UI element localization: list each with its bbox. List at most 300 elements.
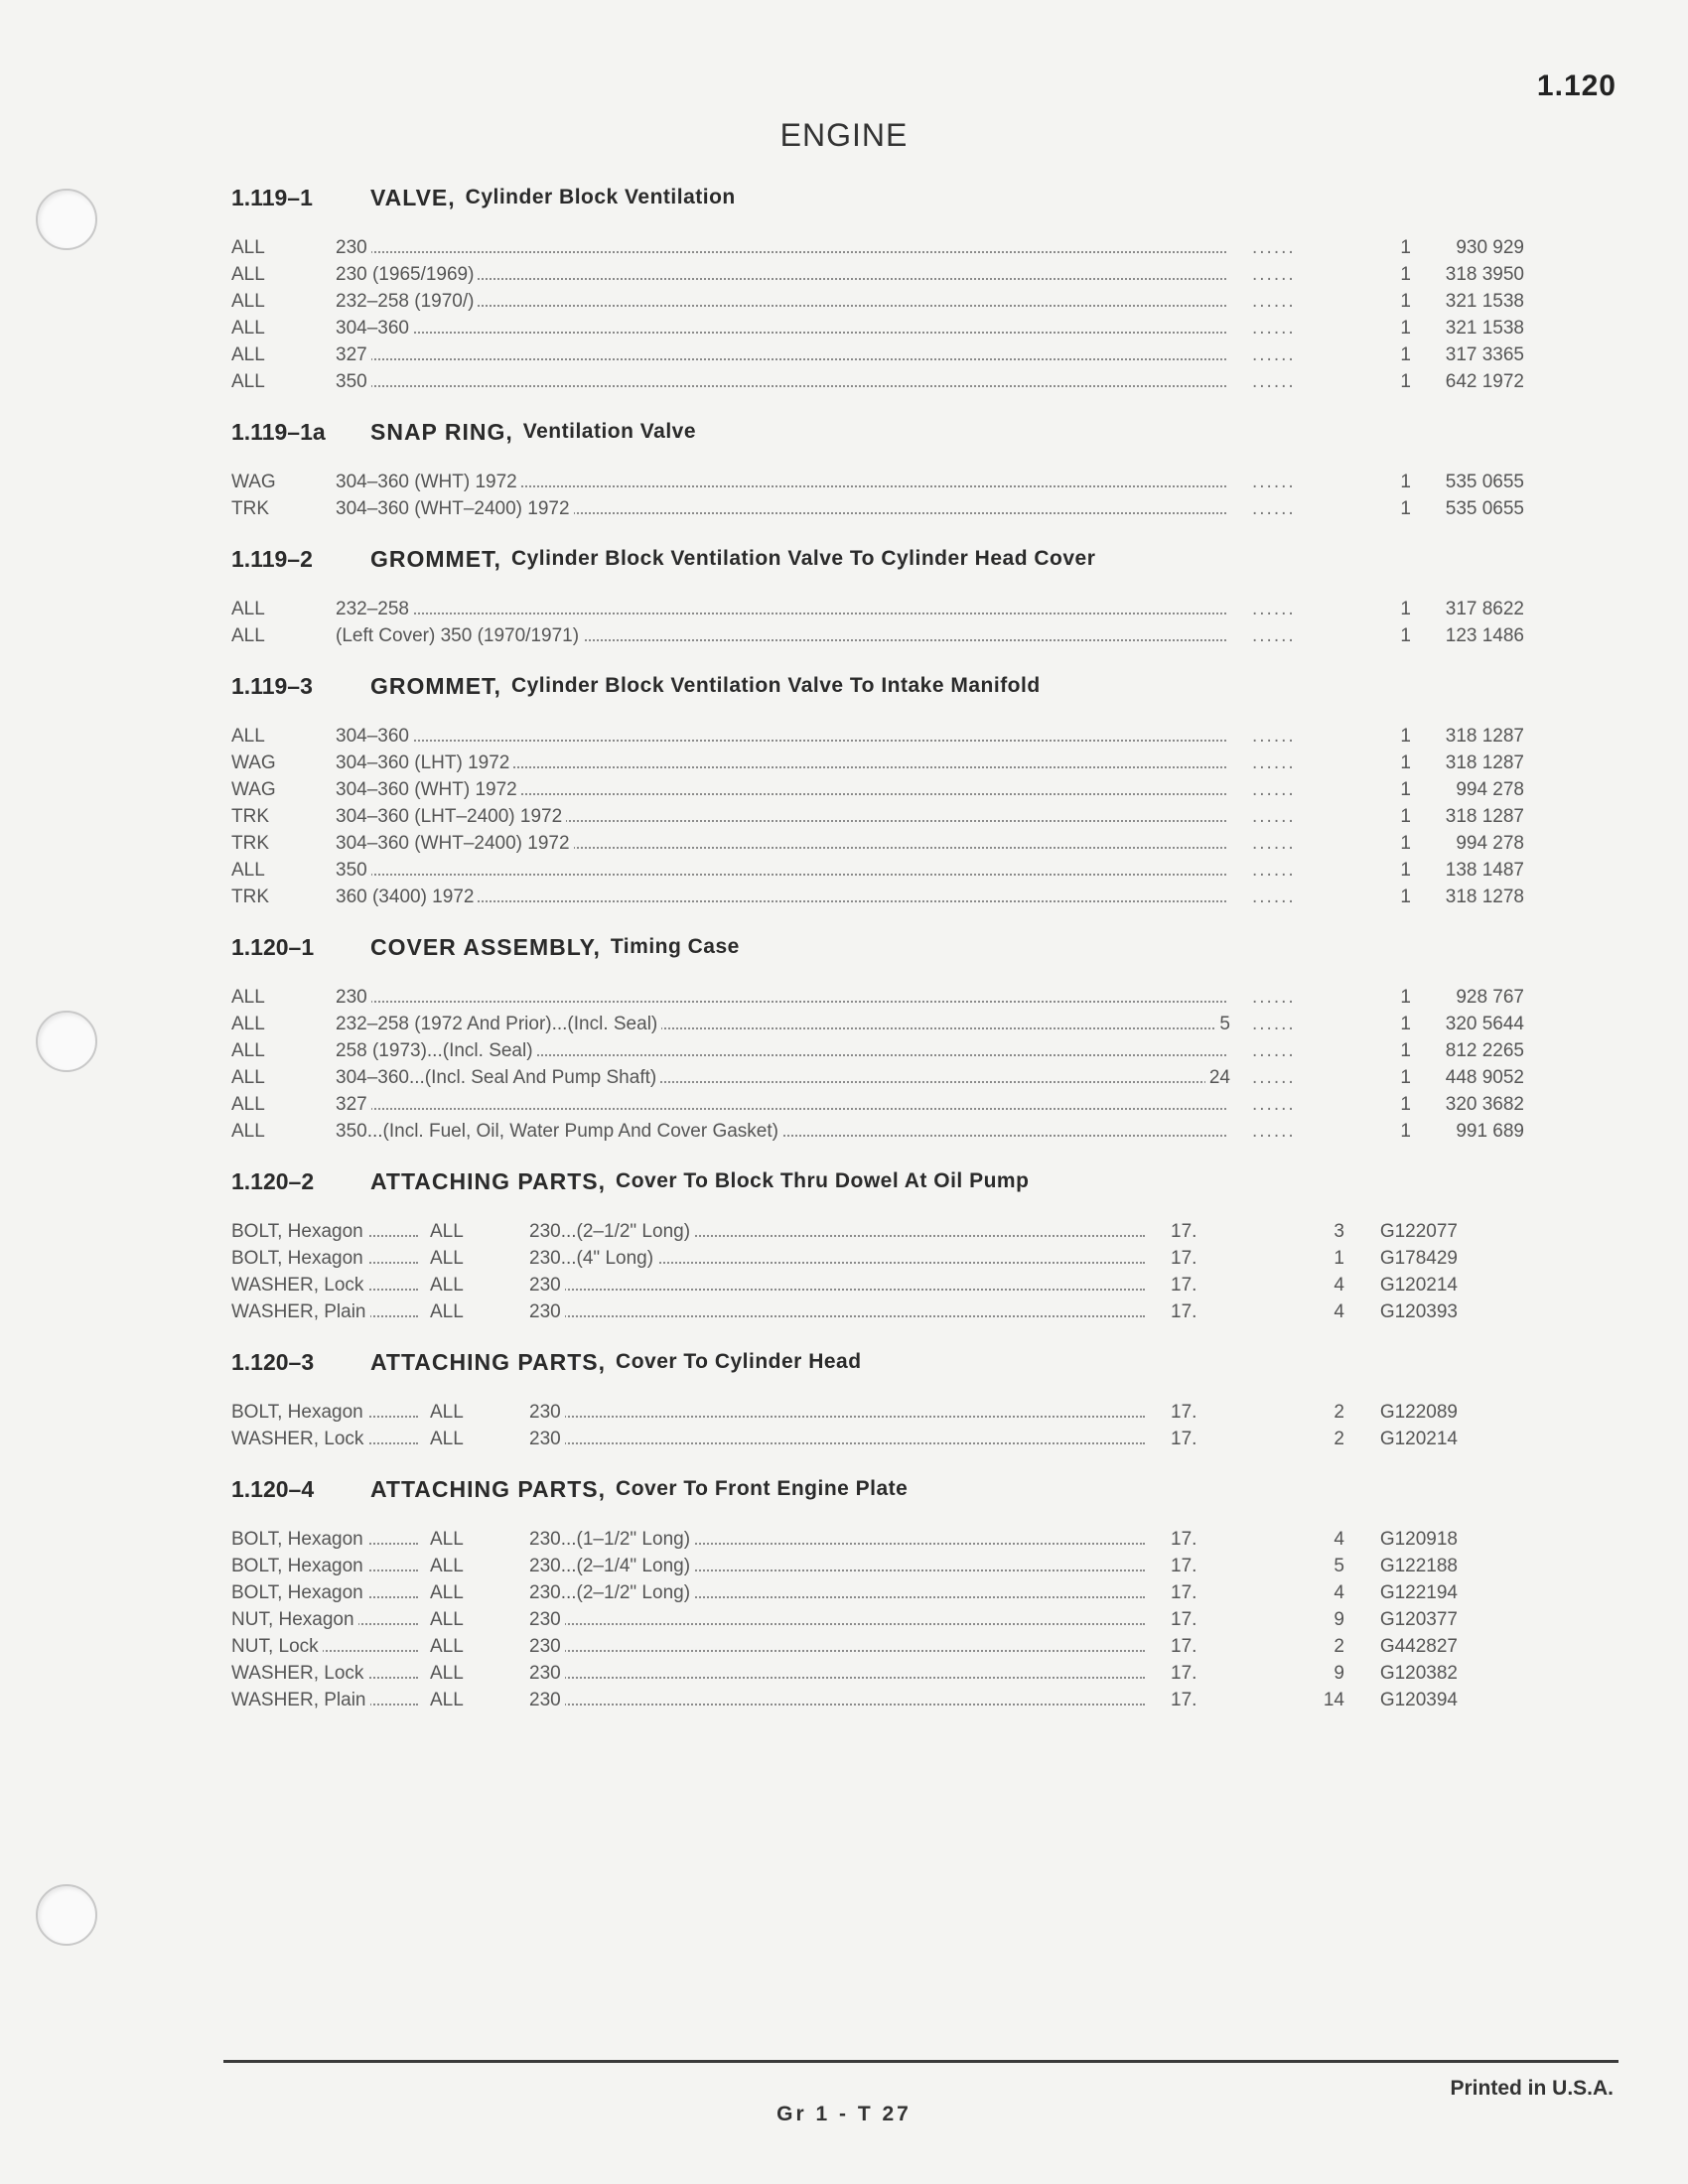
section-title-main: COVER ASSEMBLY, (370, 933, 601, 960)
parts-rows (231, 984, 1547, 1145)
reference-leader: ...... (1252, 263, 1296, 285)
section-number: 1.120–4 (231, 1475, 315, 1502)
application-description (336, 987, 1234, 1009)
part-row (231, 596, 1547, 622)
footer-divider (223, 2060, 1618, 2063)
application-description (529, 1221, 1155, 1243)
model-code: ALL (231, 859, 265, 881)
reference-leader: ...... (1252, 1093, 1296, 1115)
part-number: 321 1538 (1445, 290, 1524, 312)
description-text: 304–360 (LHT) 1972 (336, 752, 513, 773)
part-number: 318 1278 (1445, 886, 1524, 907)
reference-leader: ...... (1252, 778, 1296, 800)
binder-hole (36, 1884, 97, 1946)
application-description (336, 1014, 1234, 1035)
quantity: 1 (1400, 624, 1411, 646)
part-number: 317 3365 (1445, 343, 1524, 365)
section-title-main: GROMMET, (370, 672, 501, 699)
description-text: 304–360...(Incl. Seal And Pump Shaft) (336, 1067, 660, 1088)
quantity: 1 (1400, 1013, 1411, 1034)
part-name (231, 1582, 430, 1604)
application-description (336, 498, 1234, 520)
part-number: 138 1487 (1445, 859, 1524, 881)
model-code: ALL (430, 1608, 464, 1630)
part-row (231, 884, 1547, 910)
reference-number: 17. (1171, 1608, 1197, 1630)
reference-number: 17. (1171, 1247, 1197, 1269)
quantity: 2 (1334, 1401, 1344, 1423)
part-number: 317 8622 (1445, 598, 1524, 619)
quantity: 1 (1400, 986, 1411, 1008)
parts-section (231, 415, 1547, 522)
reference-number: 17. (1171, 1274, 1197, 1296)
application-description (336, 726, 1234, 748)
part-number: G122077 (1379, 1220, 1458, 1242)
reference-number: 17. (1171, 1635, 1197, 1657)
section-title-rest: Cover To Block Thru Dowel At Oil Pump (616, 1169, 1030, 1192)
quantity: 1 (1400, 832, 1411, 854)
application-description (336, 887, 1234, 908)
attaching-row (231, 1218, 1547, 1245)
section-title-rest: Timing Case (610, 935, 740, 958)
application-description (336, 599, 1234, 620)
reference-number: 17. (1171, 1689, 1197, 1710)
parts-rows (231, 723, 1547, 910)
quantity: 1 (1400, 1093, 1411, 1115)
attaching-row (231, 1245, 1547, 1272)
application-description (336, 806, 1234, 828)
page-number: 1.120 (1536, 69, 1617, 102)
section-number: 1.120–1 (231, 933, 315, 960)
application-description (529, 1275, 1155, 1297)
reference-leader: ...... (1252, 1039, 1296, 1061)
attaching-rows (231, 1218, 1547, 1325)
part-name (231, 1248, 430, 1270)
model-code: ALL (430, 1528, 464, 1550)
section-number: 1.120–2 (231, 1167, 315, 1194)
description-text: 230 (529, 1429, 565, 1449)
quantity: 4 (1334, 1528, 1344, 1550)
application-description (529, 1582, 1155, 1604)
application-description (529, 1248, 1155, 1270)
part-number: G122089 (1379, 1401, 1458, 1423)
quantity: 1 (1400, 859, 1411, 881)
description-text: 230 (529, 1275, 565, 1296)
footer-printed: Printed in U.S.A. (1450, 2077, 1614, 2100)
part-name-text: BOLT, Hexagon (231, 1556, 367, 1576)
part-name-text: NUT, Lock (231, 1636, 323, 1657)
parts-section (231, 930, 1547, 1145)
part-number: G120214 (1379, 1274, 1458, 1296)
reference-number: 17. (1171, 1662, 1197, 1684)
quantity: 4 (1334, 1581, 1344, 1603)
quantity: 9 (1334, 1662, 1344, 1684)
application-description (336, 1121, 1234, 1143)
reference-leader: ...... (1252, 886, 1296, 907)
part-name (231, 1275, 430, 1297)
quantity: 3 (1334, 1220, 1344, 1242)
part-name (231, 1690, 430, 1711)
parts-rows (231, 596, 1547, 649)
quantity: 1 (1334, 1247, 1344, 1269)
reference-leader: ...... (1252, 986, 1296, 1008)
model-code: WAG (231, 778, 276, 800)
quantity: 1 (1400, 497, 1411, 519)
section-title-main: ATTACHING PARTS, (370, 1167, 607, 1194)
application-description (529, 1609, 1155, 1631)
model-code: ALL (231, 598, 265, 619)
description-text: 230 (529, 1301, 565, 1322)
model-code: ALL (430, 1247, 464, 1269)
section-title-main: SNAP RING, (370, 418, 513, 445)
part-name-text: NUT, Hexagon (231, 1609, 358, 1630)
description-text: 230...(4" Long) (529, 1248, 657, 1269)
quantity: 1 (1400, 370, 1411, 392)
quantity: 1 (1400, 317, 1411, 339)
illustration-note: 24 (1205, 1067, 1234, 1089)
quantity: 2 (1334, 1428, 1344, 1449)
quantity: 1 (1400, 290, 1411, 312)
part-name (231, 1636, 430, 1658)
quantity: 1 (1400, 343, 1411, 365)
reference-number: 17. (1171, 1401, 1197, 1423)
model-code: ALL (430, 1555, 464, 1576)
part-name (231, 1402, 430, 1424)
description-text: 350 (336, 860, 371, 881)
model-code: TRK (231, 886, 269, 907)
part-name (231, 1663, 430, 1685)
part-number: 535 0655 (1445, 497, 1524, 519)
section-title-main: GROMMET, (370, 545, 501, 572)
section-title-main: ATTACHING PARTS, (370, 1475, 607, 1502)
application-description (336, 1040, 1234, 1062)
quantity: 1 (1400, 805, 1411, 827)
quantity: 1 (1400, 263, 1411, 285)
part-name (231, 1609, 430, 1631)
part-number: 320 5644 (1445, 1013, 1524, 1034)
description-text: 350...(Incl. Fuel, Oil, Water Pump And Cover Gasket) (336, 1121, 782, 1142)
part-row (231, 288, 1547, 315)
part-number: G120382 (1379, 1662, 1458, 1684)
attaching-row (231, 1399, 1547, 1426)
description-text: 232–258 (1970/) (336, 291, 478, 312)
section-title-rest: Ventilation Valve (522, 420, 697, 443)
part-row (231, 315, 1547, 341)
description-text: 304–360 (WHT–2400) 1972 (336, 833, 574, 854)
part-name-text: BOLT, Hexagon (231, 1221, 367, 1242)
attaching-row (231, 1606, 1547, 1633)
model-code: ALL (231, 1039, 265, 1061)
part-number: 448 9052 (1445, 1066, 1524, 1088)
reference-leader: ...... (1252, 317, 1296, 339)
part-number: 928 767 (1456, 986, 1524, 1008)
reference-leader: ...... (1252, 859, 1296, 881)
section-title-rest: Cover To Cylinder Head (616, 1350, 862, 1373)
part-row (231, 261, 1547, 288)
description-text: 258 (1973)...(Incl. Seal) (336, 1040, 537, 1061)
part-row (231, 1064, 1547, 1091)
reference-number: 17. (1171, 1300, 1197, 1322)
description-text: 304–360 (336, 318, 413, 339)
application-description (529, 1429, 1155, 1450)
part-name-text: WASHER, Plain (231, 1301, 370, 1322)
attaching-row (231, 1298, 1547, 1325)
part-row (231, 622, 1547, 649)
application-description (336, 344, 1234, 366)
part-row (231, 776, 1547, 803)
part-number: 994 278 (1456, 778, 1524, 800)
parts-rows (231, 234, 1547, 395)
part-row (231, 984, 1547, 1011)
application-description (336, 472, 1234, 493)
part-number: G120393 (1379, 1300, 1458, 1322)
model-code: TRK (231, 832, 269, 854)
description-text: 230 (529, 1402, 565, 1423)
application-description (529, 1529, 1155, 1551)
reference-leader: ...... (1252, 1120, 1296, 1142)
reference-leader: ...... (1252, 832, 1296, 854)
quantity: 1 (1400, 778, 1411, 800)
description-text: 230...(2–1/2" Long) (529, 1582, 694, 1603)
quantity: 4 (1334, 1274, 1344, 1296)
section-heading (231, 415, 1547, 449)
part-number: 318 1287 (1445, 751, 1524, 773)
quantity: 1 (1400, 751, 1411, 773)
description-text: 230 (529, 1609, 565, 1630)
reference-leader: ...... (1252, 236, 1296, 258)
reference-leader: ...... (1252, 471, 1296, 492)
quantity: 1 (1400, 725, 1411, 747)
model-code: TRK (231, 497, 269, 519)
attaching-row (231, 1687, 1547, 1713)
section-heading (231, 1345, 1547, 1379)
reference-leader: ...... (1252, 725, 1296, 747)
description-text: 304–360 (336, 726, 413, 747)
description-text: 232–258 (1972 And Prior)...(Incl. Seal) (336, 1014, 661, 1034)
application-description (336, 752, 1234, 774)
part-row (231, 1037, 1547, 1064)
description-text: 230 (1965/1969) (336, 264, 478, 285)
parts-list (231, 181, 1547, 1733)
application-description (529, 1663, 1155, 1685)
model-code: WAG (231, 751, 276, 773)
part-row (231, 1011, 1547, 1037)
section-heading (231, 1164, 1547, 1198)
quantity: 14 (1323, 1689, 1344, 1710)
part-row (231, 750, 1547, 776)
description-text: 230...(1–1/2" Long) (529, 1529, 694, 1550)
model-code: ALL (231, 1066, 265, 1088)
model-code: ALL (430, 1274, 464, 1296)
part-row (231, 803, 1547, 830)
attaching-row (231, 1633, 1547, 1660)
part-number: G122188 (1379, 1555, 1458, 1576)
quantity: 2 (1334, 1635, 1344, 1657)
application-description (529, 1690, 1155, 1711)
model-code: ALL (430, 1581, 464, 1603)
part-number: G120377 (1379, 1608, 1458, 1630)
reference-number: 17. (1171, 1528, 1197, 1550)
attaching-row (231, 1526, 1547, 1553)
part-number: 318 1287 (1445, 725, 1524, 747)
quantity: 1 (1400, 1039, 1411, 1061)
quantity: 1 (1400, 1120, 1411, 1142)
reference-leader: ...... (1252, 290, 1296, 312)
model-code: ALL (231, 624, 265, 646)
parts-section (231, 542, 1547, 649)
section-heading (231, 930, 1547, 964)
illustration-note: 5 (1215, 1014, 1234, 1035)
binder-hole (36, 1011, 97, 1072)
reference-number: 17. (1171, 1555, 1197, 1576)
model-code: ALL (430, 1428, 464, 1449)
part-number: G120918 (1379, 1528, 1458, 1550)
part-number: 642 1972 (1445, 370, 1524, 392)
part-number: G178429 (1379, 1247, 1458, 1269)
application-description (336, 779, 1234, 801)
description-text: 304–360 (WHT–2400) 1972 (336, 498, 574, 519)
attaching-row (231, 1426, 1547, 1452)
application-description (336, 1067, 1234, 1089)
description-text: 230 (529, 1690, 565, 1710)
model-code: ALL (231, 725, 265, 747)
page-title: ENGINE (779, 117, 909, 153)
part-number: G120214 (1379, 1428, 1458, 1449)
quantity: 5 (1334, 1555, 1344, 1576)
description-text: (Left Cover) 350 (1970/1971) (336, 625, 583, 646)
quantity: 1 (1400, 598, 1411, 619)
section-number: 1.119–3 (231, 672, 313, 699)
reference-leader: ...... (1252, 343, 1296, 365)
model-code: ALL (231, 370, 265, 392)
section-heading (231, 1472, 1547, 1506)
part-name-text: BOLT, Hexagon (231, 1529, 367, 1550)
section-heading (231, 181, 1547, 214)
attaching-rows (231, 1526, 1547, 1713)
reference-number: 17. (1171, 1220, 1197, 1242)
part-name (231, 1301, 430, 1323)
section-title-rest: Cylinder Block Ventilation Valve To Cylinder Head Cover (510, 547, 1096, 570)
part-row (231, 495, 1547, 522)
part-row (231, 857, 1547, 884)
description-text: 230 (529, 1636, 565, 1657)
attaching-row (231, 1553, 1547, 1579)
part-number: G122194 (1379, 1581, 1458, 1603)
parts-section (231, 181, 1547, 395)
description-text: 327 (336, 1094, 371, 1115)
model-code: TRK (231, 805, 269, 827)
model-code: WAG (231, 471, 276, 492)
part-number: 321 1538 (1445, 317, 1524, 339)
application-description (336, 291, 1234, 313)
part-name-text: BOLT, Hexagon (231, 1402, 367, 1423)
reference-leader: ...... (1252, 624, 1296, 646)
description-text: 230 (336, 987, 371, 1008)
part-name-text: WASHER, Lock (231, 1663, 367, 1684)
section-title-rest: Cylinder Block Ventilation (465, 186, 736, 208)
section-number: 1.119–2 (231, 545, 313, 572)
footer-group-code: Gr 1 - T 27 (776, 2103, 912, 2125)
description-text: 327 (336, 344, 371, 365)
section-number: 1.119–1a (231, 418, 326, 445)
part-name-text: BOLT, Hexagon (231, 1248, 367, 1269)
model-code: ALL (231, 236, 265, 258)
quantity: 1 (1400, 471, 1411, 492)
part-name (231, 1529, 430, 1551)
application-description (336, 833, 1234, 855)
parts-section (231, 669, 1547, 910)
reference-leader: ...... (1252, 370, 1296, 392)
quantity: 9 (1334, 1608, 1344, 1630)
part-row (231, 830, 1547, 857)
section-title-main: ATTACHING PARTS, (370, 1348, 607, 1375)
model-code: ALL (430, 1662, 464, 1684)
part-name-text: WASHER, Lock (231, 1275, 367, 1296)
attaching-section (231, 1472, 1547, 1713)
part-number: 320 3682 (1445, 1093, 1524, 1115)
part-number: 991 689 (1456, 1120, 1524, 1142)
description-text: 230...(2–1/4" Long) (529, 1556, 694, 1576)
part-row (231, 469, 1547, 495)
reference-number: 17. (1171, 1581, 1197, 1603)
application-description (529, 1402, 1155, 1424)
part-number: 318 3950 (1445, 263, 1524, 285)
reference-leader: ...... (1252, 751, 1296, 773)
section-number: 1.120–3 (231, 1348, 315, 1375)
application-description (336, 237, 1234, 259)
part-row (231, 1091, 1547, 1118)
model-code: ALL (231, 1120, 265, 1142)
description-text: 360 (3400) 1972 (336, 887, 478, 907)
section-number: 1.119–1 (231, 184, 313, 210)
part-number: 994 278 (1456, 832, 1524, 854)
application-description (529, 1556, 1155, 1577)
model-code: ALL (231, 317, 265, 339)
part-row (231, 1118, 1547, 1145)
model-code: ALL (231, 290, 265, 312)
reference-leader: ...... (1252, 1066, 1296, 1088)
description-text: 230 (336, 237, 371, 258)
reference-leader: ...... (1252, 1013, 1296, 1034)
model-code: ALL (231, 343, 265, 365)
model-code: ALL (430, 1635, 464, 1657)
attaching-row (231, 1660, 1547, 1687)
part-number: 318 1287 (1445, 805, 1524, 827)
model-code: ALL (231, 986, 265, 1008)
attaching-section (231, 1345, 1547, 1452)
application-description (336, 371, 1234, 393)
quantity: 1 (1400, 886, 1411, 907)
model-code: ALL (231, 1093, 265, 1115)
section-title-rest: Cover To Front Engine Plate (616, 1477, 909, 1500)
model-code: ALL (430, 1401, 464, 1423)
section-heading (231, 542, 1547, 576)
description-text: 230 (529, 1663, 565, 1684)
application-description (529, 1636, 1155, 1658)
part-number: 930 929 (1456, 236, 1524, 258)
description-text: 304–360 (WHT) 1972 (336, 472, 521, 492)
attaching-rows (231, 1399, 1547, 1452)
part-number: G442827 (1379, 1635, 1458, 1657)
binder-hole (36, 189, 97, 250)
part-number: G120394 (1379, 1689, 1458, 1710)
model-code: ALL (430, 1689, 464, 1710)
part-name (231, 1556, 430, 1577)
part-number: 123 1486 (1445, 624, 1524, 646)
description-text: 350 (336, 371, 371, 392)
parts-rows (231, 469, 1547, 522)
part-name (231, 1429, 430, 1450)
